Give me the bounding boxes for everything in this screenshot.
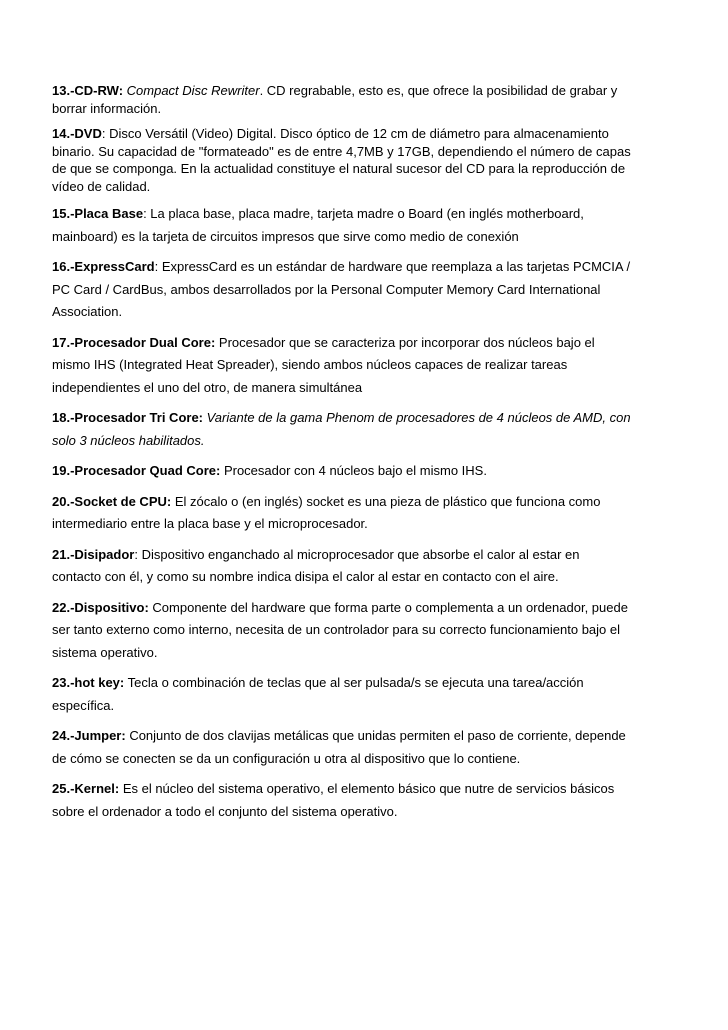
glossary-entry-dispositivo [52, 597, 632, 665]
entry-term: 20.-Socket de CPU: [52, 493, 172, 509]
entry-term: 13.-CD-RW: [52, 83, 124, 98]
entry-term: 14.-DVD [52, 126, 102, 141]
entry-definition: El zócalo o (en inglés) socket es una pieza de plástico que funciona como intermediario entre la placa base y el microprocesador. [52, 493, 601, 531]
glossary-entry-placa-base [52, 203, 632, 248]
entry-term: 21.-Disipador [52, 546, 135, 562]
entry-definition: : La placa base, placa madre, tarjeta madre o Board (en inglés motherboard, mainboard) es la tarjeta de circuitos impresos que sirve como medio de conexión [52, 206, 584, 244]
entry-definition: . CD regrabable, esto es, que ofrece la posibilidad de grabar y borrar información. [52, 83, 618, 116]
glossary-entry-quad-core [52, 460, 632, 483]
glossary-entry-tri-core [52, 407, 632, 452]
entry-definition: Conjunto de dos clavijas metálicas que unidas permiten el paso de corriente, depende de cómo se conecten se da un configuración u otra al dispositivo que lo contiene. [52, 728, 626, 766]
entry-definition: Tecla o combinación de teclas que al ser pulsada/s se ejecuta una tarea/acción específica. [52, 675, 584, 713]
entry-term: 22.-Dispositivo: [52, 599, 149, 615]
glossary-entry-kernel [52, 778, 632, 823]
glossary-entry-cd-rw [52, 82, 632, 117]
entry-term: 17.-Procesador Dual Core: [52, 334, 216, 350]
entry-definition: Componente del hardware que forma parte o complementa a un ordenador, puede ser tanto externo como interno, necesita de un controlador para su correcto funcionamiento bajo el sistema operativo. [52, 599, 628, 660]
entry-definition: Procesador que se caracteriza por incorporar dos núcleos bajo el mismo IHS (Integrated Heat Spreader), siendo ambos núcleos capaces de realizar tareas independientes el uno del otro, de manera simultánea [52, 334, 595, 395]
entry-term: 16.-ExpressCard [52, 259, 155, 274]
entry-italic-text: Compact Disc Rewriter [123, 83, 260, 98]
glossary-entry-expresscard [52, 256, 632, 324]
glossary-entry-hot-key [52, 672, 632, 717]
glossary-entry-dual-core [52, 332, 632, 400]
entry-term: 18.-Procesador Tri Core: [52, 410, 203, 425]
entry-definition: : ExpressCard es un estándar de hardware que reemplaza a las tarjetas PCMCIA / PC Card / CardBus, ambos desarrollados por la Personal Computer Memory Card International Association. [52, 259, 631, 319]
entry-definition: : Disco Versátil (Video) Digital. Disco óptico de 12 cm de diámetro para almacenamiento binario. Su capacidad de "formateado" es de entre 4,7MB y 17GB, dependiendo el número de capas de que se componga. En la actualidad constituye el natural sucesor del CD para la reproducción de vídeo de calidad. [52, 126, 631, 194]
entry-term: 15.-Placa Base [52, 206, 144, 221]
entry-term: 24.-Jumper: [52, 728, 126, 743]
entry-definition: Es el núcleo del sistema operativo, el elemento básico que nutre de servicios básicos sobre el ordenador a todo el conjunto del sistema operativo. [52, 781, 615, 819]
entry-term: 25.-Kernel: [52, 781, 120, 796]
document-page [52, 82, 632, 831]
glossary-entry-disipador [52, 544, 632, 589]
entry-definition: Procesador con 4 núcleos bajo el mismo IHS. [220, 463, 487, 478]
entry-term: 19.-Procesador Quad Core: [52, 463, 221, 478]
glossary-entry-jumper [52, 725, 632, 770]
entry-term: 23.-hot key: [52, 675, 125, 690]
entry-definition: : Dispositivo enganchado al microprocesador que absorbe el calor al estar en contacto con él, y como su nombre indica disipa el calor al estar en contacto con el aire. [52, 546, 580, 584]
glossary-entry-dvd [52, 125, 632, 195]
entry-definition: Variante de la gama Phenom de procesadores de 4 núcleos de AMD, con solo 3 núcleos habilitados. [52, 410, 631, 448]
glossary-entry-socket [52, 491, 632, 536]
